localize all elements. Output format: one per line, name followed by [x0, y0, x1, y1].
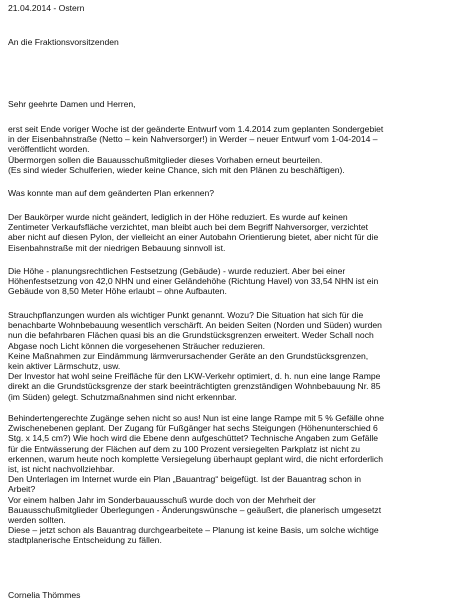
signature: Cornelia Thömmes	[8, 590, 81, 600]
paragraph-accessibility	[8, 413, 442, 546]
line: Höhenfestsetzung von 42,0 NHN und einer Geländehöhe (Richtung Havel) von 33,54 NHN ist ein	[8, 276, 379, 287]
paragraph-question	[8, 188, 442, 198]
line: Behindertengerechte Zugänge sehen nicht so aus! Nun ist eine lange Rampe mit 5 % Gefälle ohne	[8, 413, 384, 423]
salutation: Sehr geehrte Damen und Herren,	[8, 99, 136, 109]
paragraph-height	[8, 266, 442, 297]
line: benachbarte Wohnbebauung wesentlich verschärft. An beiden Seiten (Norden und Süden) wurden	[8, 320, 382, 331]
line: Übermorgen sollen die Bauausschußmitglieder dieses Vorhaben erneut beurteilen.	[8, 154, 323, 165]
line: (Es sind wieder Schulferien, wieder keine Chance, sich mit den Plänen zu beschäftigen).	[8, 164, 345, 175]
line: Bauausschußmitglieder Überlegungen - Änderungswünsche – geäußert, die planerisch umgesetzt	[8, 504, 382, 515]
line: Gebäude von 8,50 Meter Höhe erlaubt – ohne Aufbauten.	[8, 286, 227, 297]
line: Zwischenebenen geplant. Der Zugang für Fußgänger hat sechs Steigungen (Höhenunterschied 6	[8, 423, 378, 434]
line: Keine Maßnahmen zur Eindämmung lärmverursachender Geräte an den Grundstücksgrenzen,	[8, 350, 369, 361]
line: in der Eisenbahnstraße (Netto – kein Nahversorger!) in Werder – neuer Entwurf vom 1-04-2014 –	[8, 134, 378, 145]
line: für die Entwässerung der Flächen auf dem zu 100 Prozent versiegelten Parkplatz ist nicht zu	[8, 443, 361, 454]
line: Abgase noch Licht können die vorgesehenen Sträucher reduzieren.	[8, 340, 266, 351]
line: veröffentlicht worden.	[8, 144, 90, 155]
line: ist, ist nicht nachvollziehbar.	[8, 464, 115, 475]
line: erst seit Ende voriger Woche ist der geänderte Entwurf vom 1.4.2014 zum geplanten Sondergebiet	[8, 124, 384, 134]
line: Der Investor hat wohl seine Freifläche für den LKW-Verkehr optimiert, d. h. nun eine lange Rampe	[8, 371, 381, 382]
line: Stg. x 14,5 cm?) Wie hoch wird die Ebene denn aufgeschüttet? Technische Angaben zum Gefälle	[8, 433, 379, 444]
line: Vor einem halben Jahr im Sonderbauausschuß wurde doch von der Mehrheit der	[8, 494, 316, 505]
line: Was konnte man auf dem geänderten Plan erkennen?	[8, 188, 215, 198]
line: Strauchpflanzungen wurden als wichtiger Punkt genannt. Wozu? Die Situation hat sich für die	[8, 310, 364, 320]
line: (im Süden) gelegt. Schutzmaßnahmen sind nicht erkennbar.	[8, 391, 237, 402]
line: Zentimeter Verkaufsfläche verzichtet, man bleibt auch bei dem Begriff Nahversorger, verzichtet	[8, 222, 368, 233]
line: erkennen, warum heute noch komplette Versiegelung überhaupt geplant wird, die nicht erforderlich	[8, 453, 384, 464]
line: direkt an die Grundstücksgrenze der stark beeinträchtigten grenzständigen Wohnbebauung Nr. 85	[8, 381, 381, 392]
date-line: 21.04.2014 - Ostern	[8, 3, 85, 13]
line: aber nicht auf diesen Pylon, der vielleicht an einer Autobahn Orientierung bietet, aber nicht für die	[8, 232, 379, 243]
line: Der Baukörper wurde nicht geändert, lediglich in der Höhe reduziert. Es wurde auf keinen	[8, 212, 348, 222]
paragraph-planting	[8, 310, 442, 402]
line: kein aktiver Lärmschutz, usw.	[8, 361, 121, 372]
line: stadtplanerische Entscheidung zu fällen.	[8, 535, 162, 546]
paragraph-building	[8, 212, 442, 253]
line: Arbeit?	[8, 484, 36, 495]
line: Diese – jetzt schon als Bauantrag durchgearbeitete – Planung ist keine Basis, um solche wichtige	[8, 525, 379, 536]
recipient-line: An die Fraktionsvorsitzenden	[8, 37, 119, 47]
line: Die Höhe - planungsrechtlichen Festsetzung (Gebäude) - wurde reduziert. Aber bei einer	[8, 266, 346, 276]
line: nun die befahrbaren Flächen quasi bis an die Grundstücksgrenzen erweitert. Weder Schall noch	[8, 330, 374, 341]
line: Den Unterlagen im Internet wurde ein Plan „Bauantrag“ beigefügt. Ist der Bauantrag schon in	[8, 474, 362, 485]
paragraph-intro	[8, 124, 442, 175]
line: Eisenbahnstraße mit der niedrigen Bebauung sinnvoll ist.	[8, 242, 226, 253]
line: werden sollten.	[8, 515, 66, 526]
